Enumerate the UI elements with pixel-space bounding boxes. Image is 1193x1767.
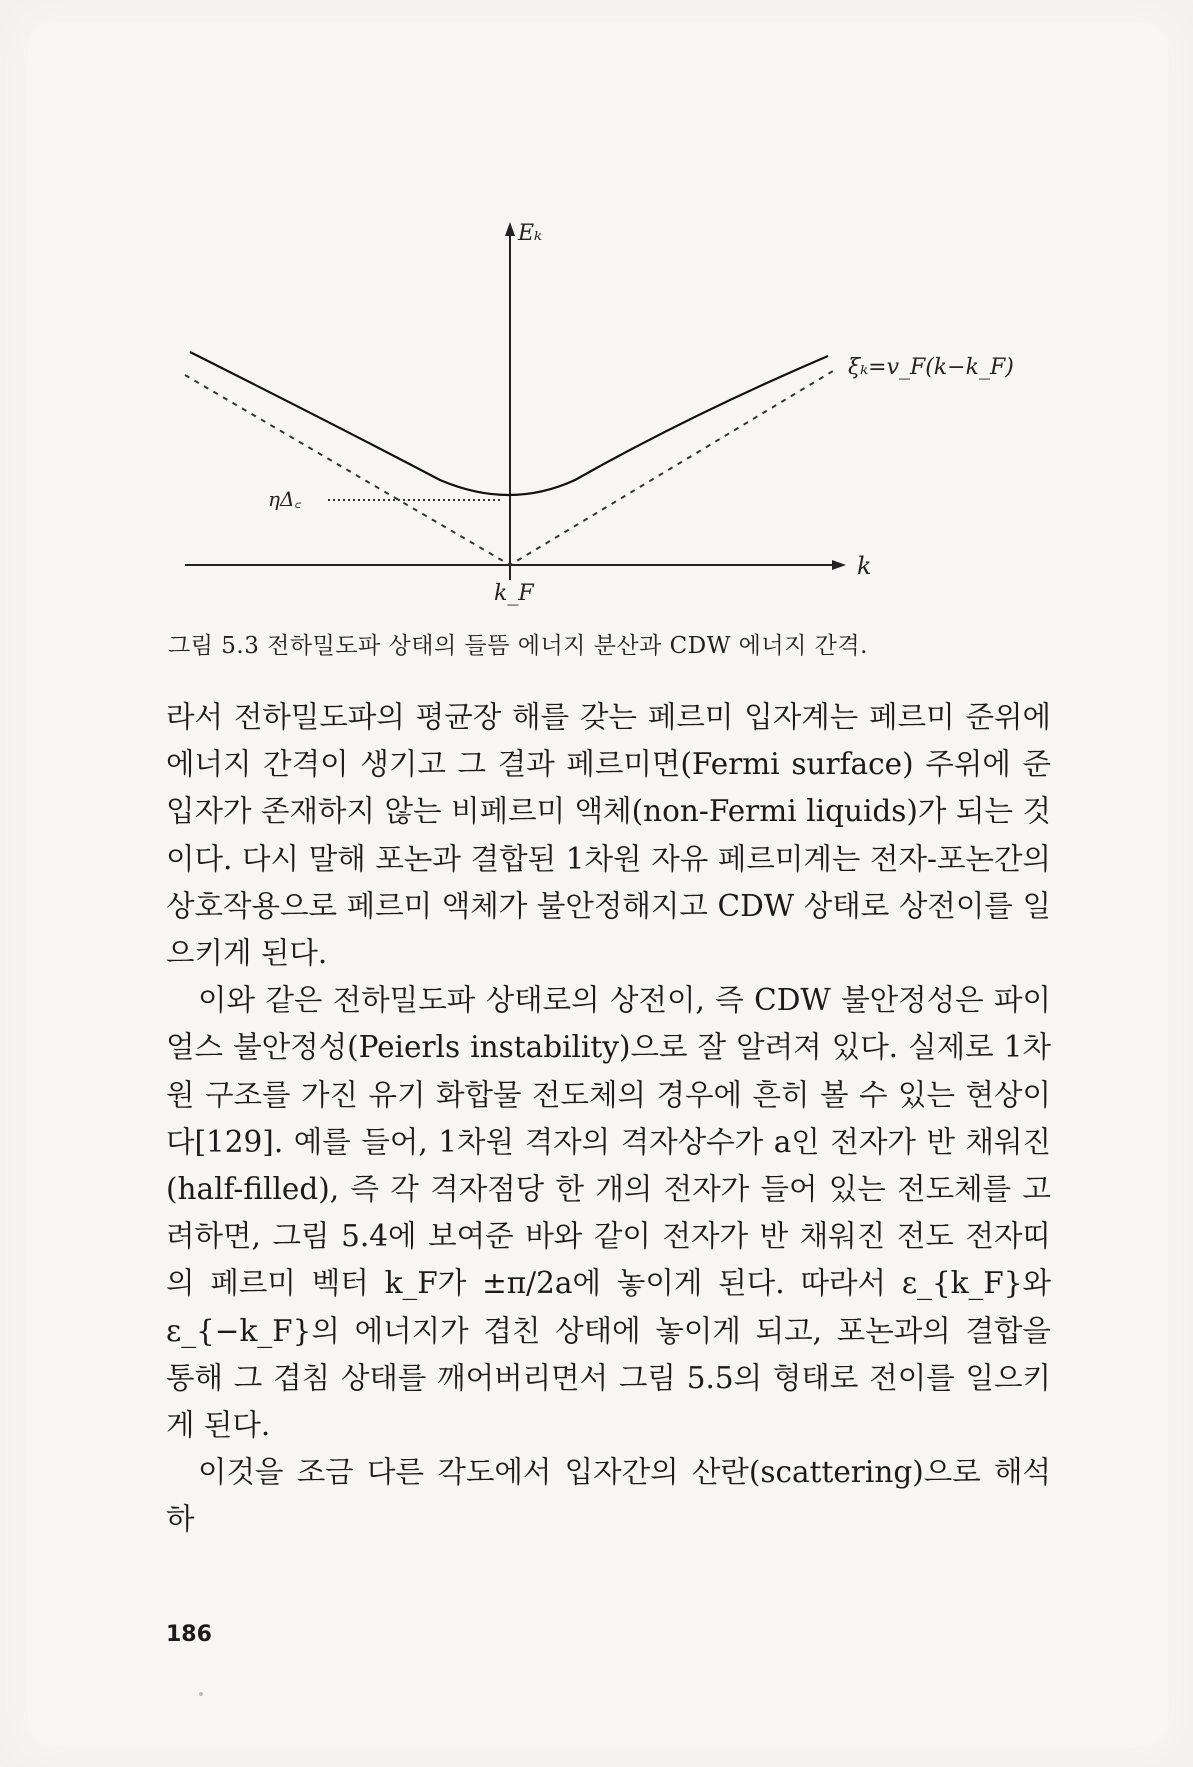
momentum-axis-label: k: [857, 552, 872, 580]
dispersion-figure: [0, 0, 1193, 620]
dispersion-formula-label: ξₖ=v_F(k−k_F): [848, 355, 1014, 380]
gap-label: ηΔ꜀: [268, 487, 302, 511]
body-text: [166, 694, 1051, 1544]
paragraph-3: 이것을 조금 다른 각도에서 입자간의 산란(scattering)으로 해석하: [166, 1455, 1051, 1537]
linear-dispersion-dashed: [185, 368, 838, 565]
energy-axis-label: Eₖ: [518, 221, 543, 246]
kf-label: k_F: [494, 581, 534, 606]
paragraph-2: 이와 같은 전하밀도파 상태로의 상전이, 즉 CDW 불안정성은 파이얼스 불안정성(Peierls instability)으로 잘 알려져 있다. 실제로 1차원 구조를 가진 유기 화합물 전도체의 경우에 흔히 볼 수 있는 현상이다[129]. 예를 들어, 1차원 격자의 격자상수가 a인 전자가 반 채워진(half-filled), 즉 각 격자점당 한 개의 전자가 들어 있는 전도체를 고려하면, 그림 5.4에 보여준 바와 같이 전자가 반 채워진 전도 전자띠의 페르미 벡터 k_F가 ±π/2a에 놓이게 된다. 따라서 ε_{k_F}와 ε_{−k_F}의 에너지가 겹친 상태에 놓이게 되고, 포논과의 결합을 통해 그 겹침 상태를 깨어버리면서 그림 5.5의 형태로 전이를 일으키게 된다.: [166, 983, 1051, 1443]
page-number: 186: [166, 1622, 212, 1647]
paragraph-1: 라서 전하밀도파의 평균장 해를 갖는 페르미 입자계는 페르미 준위에 에너지 간격이 생기고 그 결과 페르미면(Fermi surface) 주위에 준입자가 존재하지 않는 비페르미 액체(non-Fermi liquids)가 되는 것이다. 다시 말해 포논과 결합된 1차원 자유 페르미계는 전자-포논간의 상호작용으로 페르미 액체가 불안정해지고 CDW 상태로 상전이를 일으키게 된다.: [166, 700, 1051, 971]
momentum-axis-arrow: [832, 560, 846, 570]
energy-axis-arrow: [505, 222, 515, 236]
scan-speck: [199, 1692, 203, 1696]
figure-caption: 그림 5.3 전하밀도파 상태의 들뜸 에너지 분산과 CDW 에너지 간격.: [168, 633, 868, 659]
